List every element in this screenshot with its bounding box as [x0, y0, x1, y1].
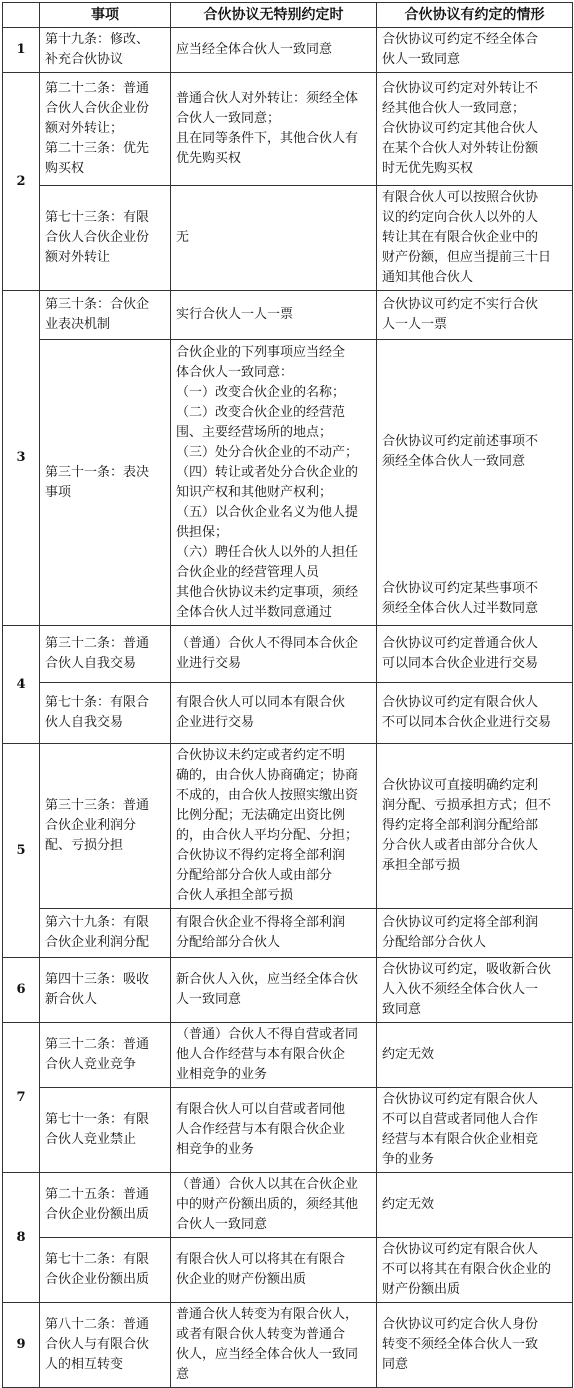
agreed-text: 约定无效: [382, 1197, 435, 1212]
item-cell: [40, 291, 171, 340]
group-number: 1: [3, 28, 40, 73]
item-cell: [40, 1173, 171, 1238]
default-cell: [171, 626, 377, 683]
agreed-text: 合伙协议可约定不经全体合 伙人一致同意: [382, 32, 539, 67]
group-number: 5: [3, 744, 40, 958]
default-cell: [171, 73, 377, 186]
item-cell: [40, 909, 171, 958]
agreed-cell: [377, 683, 573, 744]
default-text: 有限合伙人可以将其在有限合 伙企业的财产份额出质: [176, 1252, 346, 1287]
default-cell: [171, 1088, 377, 1173]
item-cell: [40, 744, 171, 909]
table-row: [3, 958, 573, 1023]
agreed-text: 合伙协议可直接明确约定利 润分配、亏损承担方式；但不 得约定将全部利润分配给部 分合伙人或者由部分合伙人 承担全部亏损: [382, 778, 552, 873]
default-text: 有限合伙人可以自营或者同他 人合作经营与本有限合伙企业 相竞争的业务: [176, 1102, 346, 1157]
item-cell: [40, 1238, 171, 1303]
agreed-cell: [377, 1023, 573, 1088]
default-cell: [171, 909, 377, 958]
group-number: 2: [3, 73, 40, 291]
item-text: 第十九条：修改、 补充合伙协议: [45, 32, 150, 67]
agreed-cell: [377, 958, 573, 1023]
agreed-text-secondary: 合伙协议可约定某些事项不 须经全体合伙人过半数同意: [382, 581, 539, 616]
default-text: 有限合伙企业不得将全部利润 分配给部分合伙人: [176, 915, 346, 950]
default-text: 新合伙人入伙，应当经全体合伙 人一致同意: [176, 972, 359, 1007]
default-cell: [171, 683, 377, 744]
default-text: 合伙协议未约定或者约定不明 确的，由合伙人协商确定；协商 不成的，由合伙人按照实缴出资 比例分配；无法确定出资比例 的，由合伙人平均分配、分担； 合伙协议不得约定将全部利润 分配给部分合伙人或由部分 合伙人承担全部亏损: [176, 748, 359, 903]
item-cell: [40, 73, 171, 186]
item-text: 第二十五条：普通 合伙企业份额出质: [45, 1187, 150, 1222]
agreed-cell: [377, 1303, 573, 1388]
table-row: [3, 186, 573, 291]
group-number: 9: [3, 1303, 40, 1388]
item-text: 第二十二条：普通 合伙人合伙企业份 额对外转让； 第二十三条：优先 购买权: [45, 81, 150, 176]
item-text: 第七十条：有限合 伙人自我交易: [45, 695, 150, 730]
table-row: [3, 683, 573, 744]
item-cell: [40, 28, 171, 73]
group-number: 7: [3, 1023, 40, 1173]
agreed-text: 约定无效: [382, 1047, 435, 1062]
default-cell: [171, 958, 377, 1023]
agreed-cell: [377, 744, 573, 909]
group-number: 3: [3, 291, 40, 626]
item-cell: [40, 186, 171, 291]
default-text: 应当经全体合伙人一致同意: [176, 42, 333, 57]
item-text: 第三十条：合伙企 业表决机制: [45, 297, 150, 332]
agreed-text: 有限合伙人可以按照合伙协 议的约定向合伙人以外的人 转让其在有限合伙企业中的 财产份额，但应当提前三十日 通知其他合伙人: [382, 190, 552, 285]
default-text: 无: [176, 230, 190, 245]
table-row: [3, 291, 573, 340]
table-row: [3, 1238, 573, 1303]
table-row: [3, 626, 573, 683]
default-cell: [171, 1238, 377, 1303]
agreed-text: 合伙协议可约定普通合伙人 可以同本合伙企业进行交易: [382, 636, 539, 671]
agreed-text: 合伙协议可约定前述事项不 须经全体合伙人一致同意: [382, 434, 539, 469]
default-cell: [171, 340, 377, 626]
header-agreed: 合伙协议有约定的情形: [377, 3, 573, 28]
agreed-cell: [377, 28, 573, 73]
item-text: 第三十一条：表决 事项: [45, 464, 150, 500]
table-row: [3, 1023, 573, 1088]
default-cell: [171, 1303, 377, 1388]
agreed-cell: [377, 909, 573, 958]
default-text: 普通合伙人对外转让：须经全体 合伙人一致同意； 且在同等条件下，其他合伙人有 优先购买权: [176, 91, 359, 166]
item-text: 第七十一条：有限 合伙人竞业禁止: [45, 1112, 150, 1147]
table-row: [3, 1173, 573, 1238]
agreed-text: 合伙协议可约定有限合伙人 不可以自营或者同他人合作 经营与本有限合伙企业相竞 争的业务: [382, 1092, 539, 1167]
agreed-text: 合伙协议可约定将全部利润 分配给部分合伙人: [382, 915, 539, 950]
item-text: 第七十二条：有限 合伙企业份额出质: [45, 1252, 150, 1287]
group-number: 4: [3, 626, 40, 744]
item-text: 第三十二条：普通 合伙人竞业竞争: [45, 1037, 150, 1072]
agreed-text: 合伙协议可约定合伙人身份 转变不须经全体合伙人一致 同意: [382, 1317, 539, 1372]
default-text: 有限合伙人可以同本有限合伙 企业进行交易: [176, 695, 346, 730]
default-text: （普通）合伙人不得自营或者同 他人合作经营与本有限合伙企 业相竞争的业务: [176, 1027, 359, 1082]
agreed-cell: [377, 626, 573, 683]
default-cell: [171, 1173, 377, 1238]
default-text: 合伙企业的下列事项应当经全 体合伙人一致同意： （一）改变合伙企业的名称； （二）改变合伙企业的经营范 围、主要经营场所的地点； （三）处分合伙企业的不动产； （四）转让或者处分合伙企业的 知识产权和其他财产权利； （五）以合伙企业名义为他人提 供担保； （六）聘任合伙人以外的人担任 合伙企业的经营管理人员 其他合伙协议未约定事项，须经 全体合伙人过半数同意通过: [176, 344, 359, 620]
agreed-cell: [377, 73, 573, 186]
agreed-text: 合伙协议可约定对外转让不 经其他合伙人一致同意； 合伙协议可约定其他合伙人 在某个合伙人对外转让份额 时无优先购买权: [382, 81, 539, 176]
agreed-cell: [377, 291, 573, 340]
header-default: 合伙协议无特别约定时: [171, 3, 377, 28]
item-text: 第七十三条：有限 合伙人合伙企业份 额对外转让: [45, 210, 150, 265]
item-cell: [40, 958, 171, 1023]
table-row: [3, 73, 573, 186]
table-row: [3, 744, 573, 909]
default-cell: [171, 744, 377, 909]
default-text: （普通）合伙人以其在合伙企业 中的财产份额出质的，须经其他 合伙人一致同意: [176, 1177, 359, 1232]
item-text: 第四十三条：吸收 新合伙人: [45, 972, 150, 1007]
table-row: [3, 1303, 573, 1388]
partnership-agreement-table: [2, 2, 573, 1388]
agreed-text: 合伙协议可约定不实行合伙 人一人一票: [382, 297, 539, 332]
default-cell: [171, 291, 377, 340]
item-cell: [40, 1023, 171, 1088]
item-cell: [40, 1303, 171, 1388]
item-cell: [40, 340, 171, 626]
table-row: [3, 909, 573, 958]
agreed-text: 合伙协议可约定有限合伙人 不可以同本合伙企业进行交易: [382, 695, 552, 730]
header-num: [3, 3, 40, 28]
agreed-split: [382, 432, 567, 619]
default-text: 普通合伙人转变为有限合伙人， 或者有限合伙人转变为普通合 伙人，应当经全体合伙人一致同 意: [176, 1307, 359, 1382]
item-cell: [40, 1088, 171, 1173]
default-cell: [171, 28, 377, 73]
item-text: 第六十九条：有限 合伙企业利润分配: [45, 915, 150, 950]
agreed-text: 合伙协议可约定，吸收新合伙 人入伙不须经全体合伙人一 致同意: [382, 962, 552, 1017]
group-number: 8: [3, 1173, 40, 1303]
item-text: 第三十三条：普通 合伙企业利润分 配、亏损分担: [45, 798, 150, 853]
agreed-cell: [377, 340, 573, 626]
default-text: （普通）合伙人不得同本合伙企 业进行交易: [176, 636, 359, 671]
item-text: 第三十二条：普通 合伙人自我交易: [45, 636, 150, 671]
agreed-cell: [377, 1238, 573, 1303]
agreed-cell: [377, 1088, 573, 1173]
item-cell: [40, 683, 171, 744]
group-number: 6: [3, 958, 40, 1023]
agreed-text: 合伙协议可约定有限合伙人 不可以将其在有限合伙企业的 财产份额出质: [382, 1242, 552, 1297]
table-row: [3, 1088, 573, 1173]
table-row: [3, 340, 573, 626]
item-cell: [40, 626, 171, 683]
default-text: 实行合伙人一人一票: [176, 307, 294, 322]
agreed-cell: [377, 186, 573, 291]
default-cell: [171, 186, 377, 291]
header-item: 事项: [40, 3, 171, 28]
item-text: 第八十二条：普通 合伙人与有限合伙 人的相互转变: [45, 1317, 150, 1372]
table-row: [3, 28, 573, 73]
default-cell: [171, 1023, 377, 1088]
agreed-cell: [377, 1173, 573, 1238]
header-row: [3, 3, 573, 28]
